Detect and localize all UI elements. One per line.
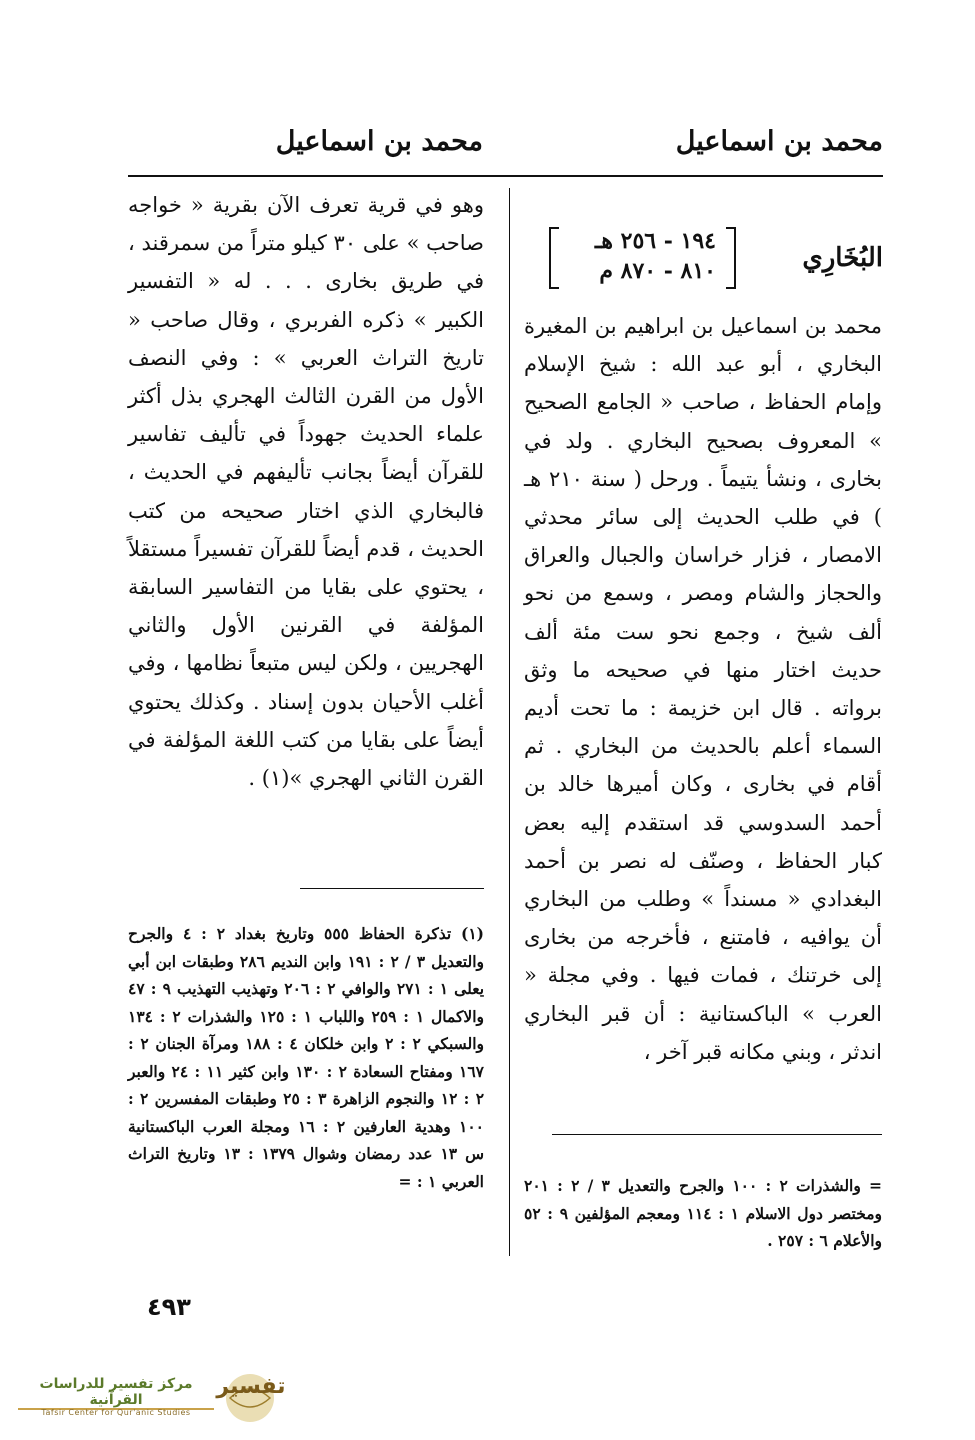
entry-title: البُخَارِي bbox=[802, 243, 883, 273]
entry-continuation-text: وهو في قرية تعرف الآن بقرية « خواجه صاحب » على ٣٠ كيلو متراً من سمرقند ، في طريق بخارى . . . له « التفسير الكبير » ذكره الفربري ، وقال صاحب « تاريخ التراث العربي » : وفي النصف الأول من القرن الثالث الهجري بذل أكثر علماء الحديث جهوداً في تأليف تفاسير للقرآن أيضاً بجانب تأليفهم في الحديث ، فالبخاري الذي اختار صحيحه من كتب الحديث ، قدم أيضاً للقرآن تفسيراً مستقلاً ، يحتوي على بقايا من التفاسير السابقة المؤلفة في القرنين الأول والثاني الهجريين ، ولكن ليس متبعاً نظامها ، وفي أغلب الأحيان بدون إسناد . وكذلك يحتوي أيضاً على بقايا من كتب اللغة المؤلفة في القرن الثاني الهجري »(١) . bbox=[128, 193, 484, 791]
header-rule bbox=[128, 175, 883, 177]
dates-gregorian: ٨١٠ - ٨٧٠ م bbox=[599, 258, 716, 284]
right-column-body bbox=[524, 307, 882, 1071]
column-divider bbox=[509, 188, 510, 1256]
footnote-rule-left bbox=[300, 888, 484, 889]
entry-body-text: محمد بن اسماعيل بن ابراهيم بن المغيرة البخاري ، أبو عبد الله : شيخ الإسلام وإمام الحفاظ ، صاحب « الجامع الصحيح » المعروف بصحيح البخاري . ولد في بخارى ، ونشأ يتيماً . ورحل ( سنة ٢١٠ هـ ) في طلب الحديث إلى سائر محدثي الامصار ، فزار خراسان والجبال والعراق والحجاز والشام ومصر ، وسمع من نحو ألف شيخ ، وجمع نحو ست مئة ألف حديث اختار منها في صحيحه ما وثق برواته . قال ابن خزيمة : ما تحت أديم السماء أعلم بالحديث من البخاري . ثم أقام في بخارى ، وكان أميرها خالد بن أحمد السدوسي قد استقدم إليه بعض كبار الحفاظ ، وصنّف له نصر بن أحمد البغدادي « مسنداً » وطلب من البخاري أن يوافيه ، فامتنع ، فأخرجه من بخارى إلى خرتنك ، فمات فيها . وفي مجلة « العرب » الباكستانية : أن قبر البخاري اندثر ، وبني مكانه قبر آخر ، bbox=[524, 314, 882, 1064]
dates-hijri: ١٩٤ - ٢٥٦ هـ bbox=[594, 228, 716, 254]
footnote-rule-right bbox=[552, 1134, 882, 1135]
page-number: ٤٩٣ bbox=[147, 1293, 191, 1321]
left-column-body bbox=[128, 186, 484, 797]
logo-word: تفسير bbox=[216, 1374, 286, 1399]
running-header-right: محمد بن اسماعيل bbox=[675, 126, 883, 157]
running-header-left: محمد بن اسماعيل bbox=[275, 126, 483, 157]
dates-bracket bbox=[549, 227, 736, 289]
footnote-left-text: (١) تذكرة الحفاظ ٥٥٥ وتاريخ بغداد ٢ : ٤ والجرح والتعديل ٣ / ٢ : ١٩١ وابن النديم ٢٨٦ وطبقات ابن أبي يعلى ١ : ٢٧١ والوافي ٢ : ٢٠٦ وتهذيب التهذيب ٩ : ٤٧ والاكمال ١ : ٢٥٩ واللباب ١ : ١٢٥ والشذرات ٢ : ١٣٤ والسبكي ٢ : ٢ وابن خلكان ٤ : ١٨٨ ومرآة الجنان ٢ : ١٦٧ ومفتاح السعادة ٢ : ١٣٠ وابن كثير ١١ : ٢٤ والعبر ٢ : ١٢ والنجوم الزاهرة ٣ : ٢٥ وطبقات المفسرين ٢ : ١٠٠ وهدية العارفين ٢ : ١٦ ومجلة العرب الباكستانية س ١٣ عدد رمضان وشوال ١٣٧٩ : ١٣ وتاريخ التراث العربي ١ : = bbox=[128, 924, 485, 1191]
logo-arabic-name: مركز تفسير للدراسات القرآنية bbox=[39, 1376, 193, 1408]
footnote-right-text: = والشذرات ٢ : ١٠٠ والجرح والتعديل ٣ / ٢ : ٢٠١ ومختصر دول الاسلام ١ : ١١٤ ومعجم المؤلفين ٩ : ٥٢ والأعلام ٦ : ٢٥٧ . bbox=[524, 1176, 883, 1250]
footnote-right bbox=[524, 1172, 882, 1255]
logo-latin-name: Tafsir Center for Qur'anic Studies bbox=[41, 1408, 191, 1417]
footnote-left bbox=[128, 920, 484, 1195]
